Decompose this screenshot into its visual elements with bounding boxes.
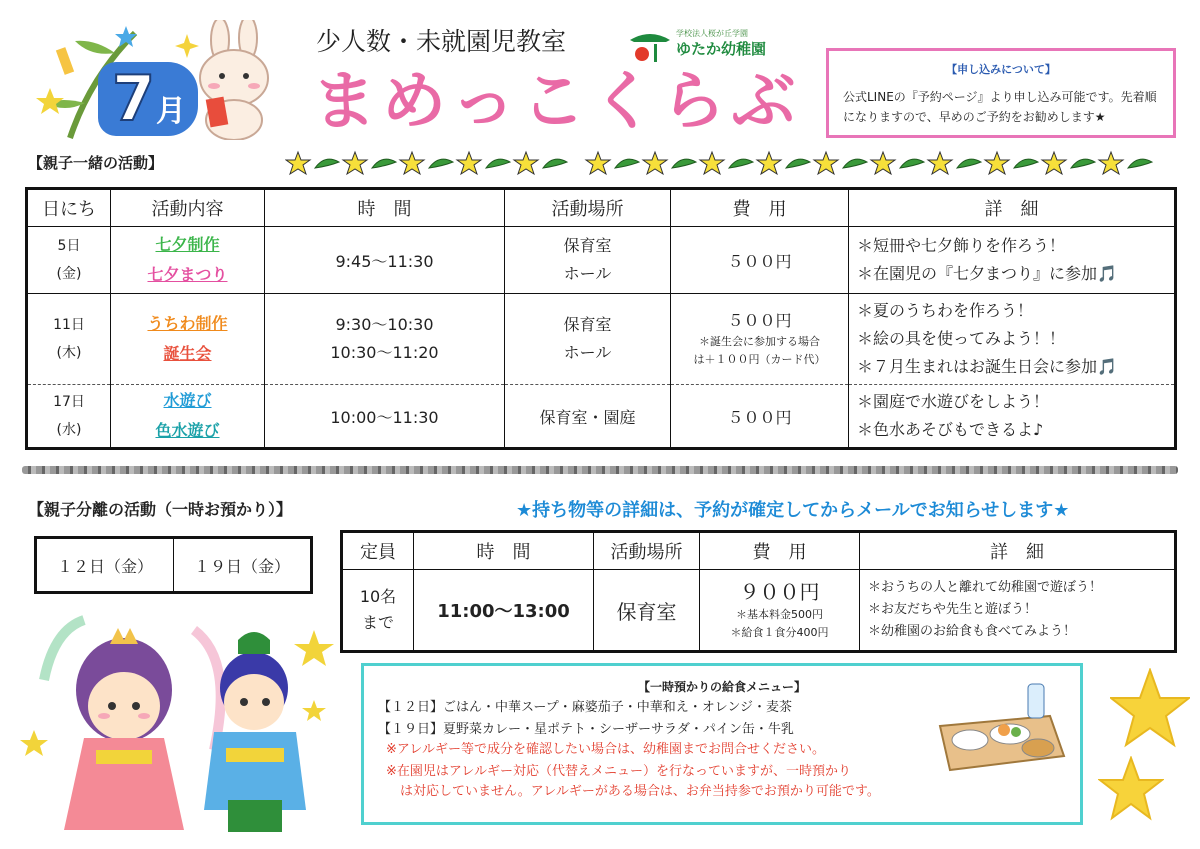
weekday: (金) [56,266,82,282]
detail-line: ＊短冊や七夕飾りを作ろう！ [857,236,1066,255]
detail-line: ＊お友だちや先生と遊ぼう！ [868,602,1038,617]
subtitle: 少人数・未就園児教室 [316,27,567,56]
fee-note: ＊誕生会に参加する場合 [699,335,820,348]
allergy-note: は対応していません。アレルギーがある場合は、お弁当持参でお預かり可能です。 [400,784,880,799]
detail-line: ＊夏のうちわを作ろう！ [857,301,1034,320]
month-unit: 月 [156,94,186,129]
orihime-hikoboshi-icon [14,610,344,842]
detail-line: ＊おうちの人と離れて幼稚園で遊ぼう！ [868,580,1103,595]
col-detail: 詳 細 [849,189,1176,227]
col-time: 時 間 [414,532,594,570]
table-row [27,294,1176,385]
col-fee: 費 用 [700,532,860,570]
col-place: 活動場所 [594,532,700,570]
activity-2: 誕生会 [163,344,212,363]
table-row [342,570,1176,652]
menu-line: 【１９日】夏野菜カレー・星ポテト・シーザーサラダ・パイン缶・牛乳 [378,722,794,737]
time-2: 10:30〜11:20 [330,343,439,362]
allergy-note: ※在園児はアレルギー対応（代替えメニュー）を行なっていますが、一時預かり [386,764,852,779]
date-cell: １９日（金） [174,538,312,593]
star-garland [285,150,1160,178]
detail-line: ＊幼稚園のお給食も食べてみよう！ [868,624,1077,639]
time-1: 9:30〜10:30 [335,315,434,334]
weekday: (水) [56,422,82,438]
school-logo-icon [628,28,672,64]
time: 10:00〜11:30 [265,385,505,449]
star-icon [1110,668,1190,748]
table-row [27,385,1176,449]
lunch-menu-box [361,663,1083,825]
menu-line: 【１２日】ごはん・中華スープ・麻婆茄子・中華和え・オレンジ・麦茶 [378,700,793,715]
col-detail: 詳 細 [860,532,1176,570]
col-place: 活動場所 [505,189,671,227]
section2-heading: 【親子分離の活動（一時お預かり）】 [28,500,293,519]
lunch-tray-icon [930,676,1070,776]
allergy-note: ※アレルギー等で成分を確認したい場合は、幼稚園までお問合せください。 [386,742,826,757]
col-capacity: 定員 [342,532,414,570]
place-1: 保育室 [563,315,612,334]
col-fee: 費 用 [671,189,849,227]
activity-1: 水遊び [163,391,212,410]
together-activities-table [25,187,1177,450]
table-header-row [342,532,1176,570]
school-name: ゆたか幼稚園 [676,40,767,58]
time: 9:45〜11:30 [265,227,505,294]
table-row [27,227,1176,294]
milk-bottle-icon [1028,684,1044,718]
fee: ５００円 [727,311,792,330]
date: 11日 [53,317,85,333]
section1-heading: 【親子一緒の活動】 [28,154,164,172]
place: 保育室 [594,570,700,652]
fee-note: は＋１００円（カード代） [693,353,826,366]
fee: ５００円 [671,385,849,449]
place: 保育室・園庭 [505,385,671,449]
section-divider [22,466,1178,474]
rabbit-icon [190,20,280,140]
notice-body: 公式LINEの『予約ページ』より申し込み可能です。先着順になりますので、早めのご予約をお勧めします★ [843,90,1157,124]
activity-1: 七夕制作 [155,235,220,254]
capacity-suffix: まで [361,613,394,632]
col-date: 日にち [27,189,111,227]
activity-2: 七夕まつり [147,265,228,284]
table-header-row [27,189,1176,227]
month-number: 7 [112,62,156,135]
star-icon [1098,756,1164,822]
fee: ５００円 [671,227,849,294]
place-2: ホール [563,264,612,283]
place-2: ホール [563,343,612,362]
place-1: 保育室 [563,236,612,255]
activity-2: 色水遊び [155,421,220,440]
activity-1: うちわ制作 [147,314,228,333]
detail-line: ＊園庭で水遊びをしよう！ [857,392,1050,411]
notice-title: 【申し込みについて】 [946,63,1056,76]
col-activity: 活動内容 [111,189,265,227]
page-title: まめっこくらぶ [312,65,802,139]
fee-note: ＊基本料金500円 [736,608,823,621]
dates-table [34,536,313,594]
mail-notice: ★持ち物等の詳細は、予約が確定してからメールでお知らせします★ [516,500,1070,521]
sparkle-icon [175,34,199,58]
detail-line: ＊７月生まれはお誕生日会に参加🎵 [857,357,1117,376]
weekday: (木) [56,345,82,361]
application-notice [826,48,1176,138]
capacity: 10名 [359,587,397,606]
detail-line: ＊色水あそびもできるよ♪ [857,420,1044,439]
date: 17日 [53,394,85,410]
menu-title: 【一時預かりの給食メニュー】 [637,680,806,694]
fee-note: ＊給食１食分400円 [730,626,829,639]
fee: ９００円 [739,580,820,604]
childcare-table [340,530,1177,653]
time: 11:00〜13:00 [414,570,594,652]
date-cell: １２日（金） [36,538,174,593]
col-time: 時 間 [265,189,505,227]
date: 5日 [57,238,81,254]
detail-line: ＊絵の具を使ってみよう！！ [857,329,1066,348]
school-corp: 学校法人桜が丘学園 [676,29,748,38]
detail-line: ＊在園児の『七夕まつり』に参加🎵 [857,264,1117,283]
